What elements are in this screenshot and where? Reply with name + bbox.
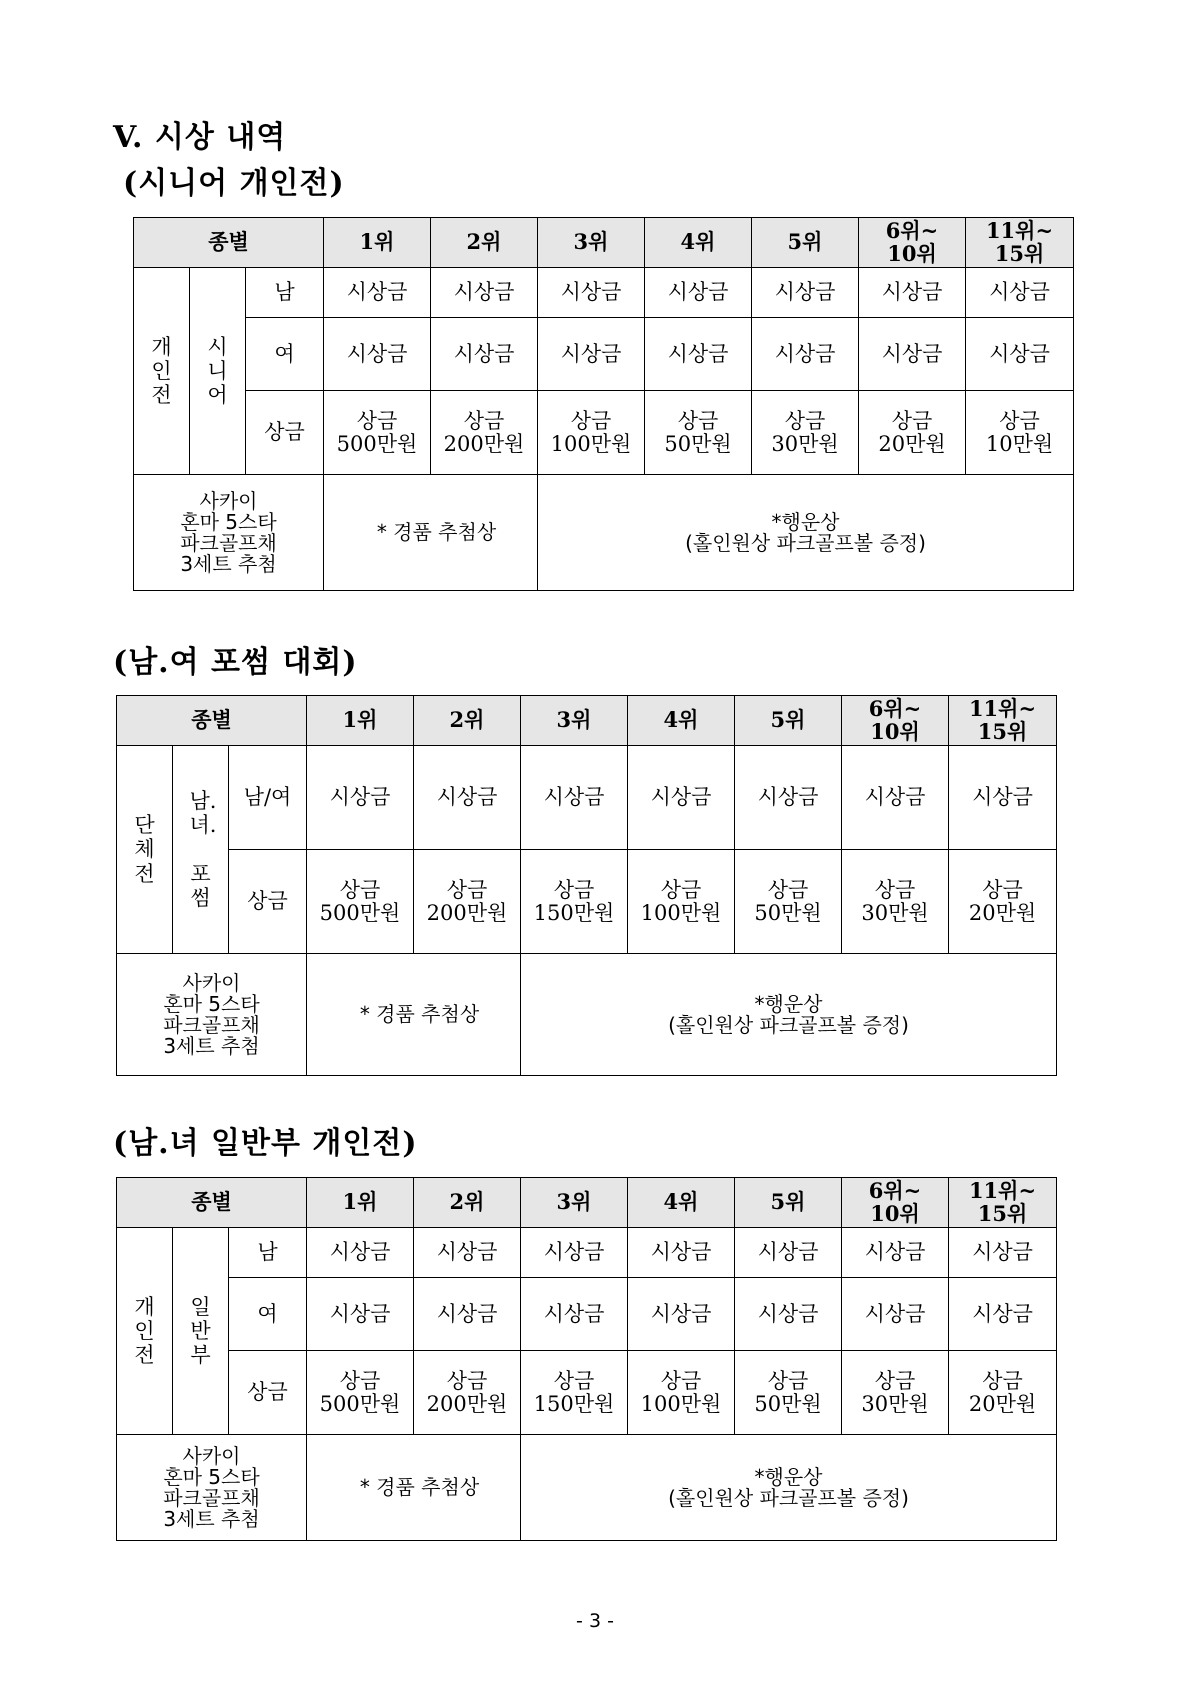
award-cell: 시상금 bbox=[859, 318, 966, 391]
category-header: 종별 bbox=[117, 696, 307, 746]
rank-header: 1위 bbox=[307, 696, 414, 746]
group-label: 개인전 bbox=[151, 334, 172, 408]
division-label: 시니어 bbox=[207, 334, 228, 408]
award-cell: 시상금 bbox=[414, 1228, 521, 1278]
prize-cell: 상금 500만원 bbox=[324, 391, 431, 475]
award-cell: 시상금 bbox=[735, 1278, 842, 1351]
rank-header: 6위~ 10위 bbox=[859, 218, 966, 268]
prize-cell: 상금 500만원 bbox=[307, 850, 414, 954]
group-label: 단체전 bbox=[134, 813, 155, 886]
row-label-prize: 상금 bbox=[229, 850, 307, 954]
division-cell bbox=[173, 1228, 229, 1435]
prize-cell: 상금 100만원 bbox=[538, 391, 645, 475]
prize-cell: 상금 20만원 bbox=[859, 391, 966, 475]
award-cell: 시상금 bbox=[431, 318, 538, 391]
award-cell: 시상금 bbox=[966, 318, 1074, 391]
group-label: 개인전 bbox=[134, 1294, 155, 1368]
rank-header: 4위 bbox=[645, 218, 752, 268]
award-cell: 시상금 bbox=[735, 1228, 842, 1278]
award-cell: 시상금 bbox=[324, 318, 431, 391]
raffle-cell: * 경품 추첨상 bbox=[307, 954, 521, 1076]
rank-header: 3위 bbox=[521, 696, 628, 746]
award-cell: 시상금 bbox=[645, 268, 752, 318]
award-cell: 시상금 bbox=[735, 746, 842, 850]
rank-header: 11위~ 15위 bbox=[949, 696, 1057, 746]
rank-header: 1위 bbox=[324, 218, 431, 268]
rank-header: 6위~ 10위 bbox=[842, 696, 949, 746]
award-cell: 시상금 bbox=[752, 268, 859, 318]
group-cell bbox=[134, 268, 190, 475]
prize-cell: 상금 100만원 bbox=[628, 850, 735, 954]
row-label-women: 여 bbox=[246, 318, 324, 391]
award-cell: 시상금 bbox=[842, 746, 949, 850]
award-cell: 시상금 bbox=[842, 1228, 949, 1278]
award-cell: 시상금 bbox=[949, 746, 1057, 850]
prize-cell: 상금 30만원 bbox=[752, 391, 859, 475]
award-cell: 시상금 bbox=[431, 268, 538, 318]
award-cell: 시상금 bbox=[859, 268, 966, 318]
general-table-title: (남.녀 일반부 개인전) bbox=[113, 1126, 418, 1161]
category-header: 종별 bbox=[134, 218, 324, 268]
lucky-award-cell: *행운상 (홀인원상 파크골프볼 증정) bbox=[521, 954, 1057, 1076]
prize-cell: 상금 30만원 bbox=[842, 850, 949, 954]
prize-cell: 상금 500만원 bbox=[307, 1351, 414, 1435]
rank-header: 11위~ 15위 bbox=[966, 218, 1074, 268]
raffle-cell: * 경품 추첨상 bbox=[307, 1435, 521, 1541]
award-cell: 시상금 bbox=[414, 1278, 521, 1351]
award-cell: 시상금 bbox=[521, 1278, 628, 1351]
award-cell: 시상금 bbox=[752, 318, 859, 391]
club-raffle-cell: 사카이 혼마 5스타 파크골프채 3세트 추첨 bbox=[117, 954, 307, 1076]
prize-cell: 상금 150만원 bbox=[521, 850, 628, 954]
rank-header: 3위 bbox=[521, 1178, 628, 1228]
prize-cell: 상금 200만원 bbox=[414, 1351, 521, 1435]
rank-header: 5위 bbox=[752, 218, 859, 268]
award-cell: 시상금 bbox=[628, 1278, 735, 1351]
senior-table-title: (시니어 개인전) bbox=[123, 166, 345, 201]
award-cell: 시상금 bbox=[307, 1278, 414, 1351]
prize-cell: 상금 20만원 bbox=[949, 1351, 1057, 1435]
prize-cell: 상금 200만원 bbox=[431, 391, 538, 475]
prize-cell: 상금 50만원 bbox=[735, 1351, 842, 1435]
row-label-prize: 상금 bbox=[246, 391, 324, 475]
row-label-mixed: 남/여 bbox=[229, 746, 307, 850]
division-cell bbox=[190, 268, 246, 475]
award-cell: 시상금 bbox=[521, 746, 628, 850]
rank-header: 6위~ 10위 bbox=[842, 1178, 949, 1228]
prize-cell: 상금 20만원 bbox=[949, 850, 1057, 954]
category-header: 종별 bbox=[117, 1178, 307, 1228]
award-cell: 시상금 bbox=[949, 1278, 1057, 1351]
award-cell: 시상금 bbox=[324, 268, 431, 318]
foursome-table-title: (남.여 포썸 대회) bbox=[113, 645, 358, 680]
award-cell: 시상금 bbox=[628, 746, 735, 850]
lucky-award-cell: *행운상 (홀인원상 파크골프볼 증정) bbox=[538, 475, 1074, 591]
prize-cell: 상금 50만원 bbox=[735, 850, 842, 954]
rank-header: 5위 bbox=[735, 1178, 842, 1228]
row-label-women: 여 bbox=[229, 1278, 307, 1351]
award-cell: 시상금 bbox=[966, 268, 1074, 318]
lucky-award-cell: *행운상 (홀인원상 파크골프볼 증정) bbox=[521, 1435, 1057, 1541]
row-label-men: 남 bbox=[246, 268, 324, 318]
prize-cell: 상금 150만원 bbox=[521, 1351, 628, 1435]
prize-cell: 상금 200만원 bbox=[414, 850, 521, 954]
group-cell bbox=[117, 746, 173, 954]
rank-header: 1위 bbox=[307, 1178, 414, 1228]
division-cell bbox=[173, 746, 229, 954]
award-cell: 시상금 bbox=[949, 1228, 1057, 1278]
rank-header: 2위 bbox=[414, 696, 521, 746]
division-label: 일반부 bbox=[190, 1294, 211, 1368]
rank-header: 2위 bbox=[431, 218, 538, 268]
award-cell: 시상금 bbox=[628, 1228, 735, 1278]
rank-header: 5위 bbox=[735, 696, 842, 746]
section-title: V. 시상 내역 bbox=[113, 120, 287, 155]
group-cell bbox=[117, 1228, 173, 1435]
prize-cell: 상금 50만원 bbox=[645, 391, 752, 475]
award-cell: 시상금 bbox=[645, 318, 752, 391]
award-cell: 시상금 bbox=[414, 746, 521, 850]
rank-header: 4위 bbox=[628, 1178, 735, 1228]
award-cell: 시상금 bbox=[538, 268, 645, 318]
rank-header: 4위 bbox=[628, 696, 735, 746]
prize-cell: 상금 30만원 bbox=[842, 1351, 949, 1435]
foursome-awards-table bbox=[116, 695, 1057, 1076]
prize-cell: 상금 10만원 bbox=[966, 391, 1074, 475]
award-cell: 시상금 bbox=[307, 1228, 414, 1278]
rank-header: 3위 bbox=[538, 218, 645, 268]
award-cell: 시상금 bbox=[538, 318, 645, 391]
rank-header: 2위 bbox=[414, 1178, 521, 1228]
award-cell: 시상금 bbox=[521, 1228, 628, 1278]
raffle-cell: * 경품 추첨상 bbox=[324, 475, 538, 591]
row-label-men: 남 bbox=[229, 1228, 307, 1278]
general-awards-table bbox=[116, 1177, 1057, 1541]
club-raffle-cell: 사카이 혼마 5스타 파크골프채 3세트 추첨 bbox=[134, 475, 324, 591]
division-label: 남. 녀. 포 썸 bbox=[189, 789, 217, 910]
award-cell: 시상금 bbox=[307, 746, 414, 850]
prize-cell: 상금 100만원 bbox=[628, 1351, 735, 1435]
page-number: - 3 - bbox=[576, 1610, 614, 1632]
row-label-prize: 상금 bbox=[229, 1351, 307, 1435]
award-cell: 시상금 bbox=[842, 1278, 949, 1351]
senior-awards-table bbox=[133, 217, 1074, 591]
club-raffle-cell: 사카이 혼마 5스타 파크골프채 3세트 추첨 bbox=[117, 1435, 307, 1541]
rank-header: 11위~ 15위 bbox=[949, 1178, 1057, 1228]
